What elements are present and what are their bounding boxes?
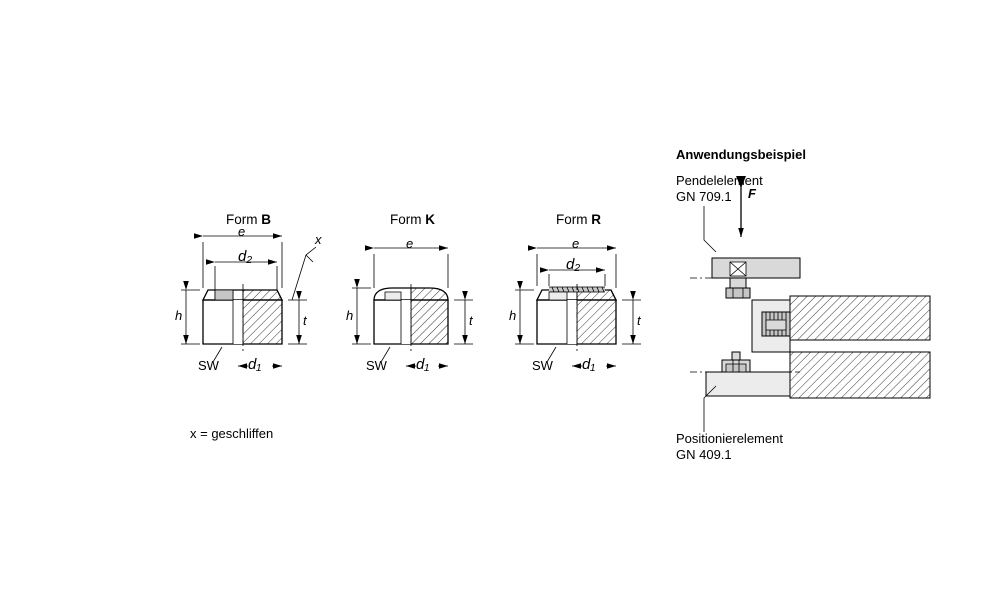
form-k-dim-d1: d₁ — [416, 356, 430, 373]
form-r-title-prefix: Form — [556, 212, 592, 227]
form-k-dim-e: e — [406, 236, 414, 251]
force-label: F — [748, 186, 756, 201]
form-k-geometry — [352, 248, 473, 366]
form-b-dim-d1: d₁ — [248, 356, 262, 373]
form-r-dim-d1: d₁ — [582, 356, 596, 373]
form-b-dim-h: h — [175, 308, 183, 323]
form-b-dim-t: t — [303, 313, 307, 328]
form-b-title — [226, 212, 271, 227]
form-b-surface-symbol-x: x — [315, 232, 322, 247]
surface-note: x = geschliffen — [190, 426, 274, 441]
form-r-dim-h: h — [509, 308, 517, 323]
form-b-title-letter: B — [261, 212, 271, 227]
positionierelement-number: GN 409.1 — [676, 447, 732, 462]
form-r-dim-t: t — [637, 313, 641, 328]
form-k-dim-sw: SW — [366, 358, 387, 373]
form-k-title-letter: K — [425, 212, 435, 227]
form-b-title-prefix: Form — [226, 212, 262, 227]
form-r-title-letter: R — [591, 212, 601, 227]
form-r-title — [556, 212, 601, 227]
positionierelement-name: Positionierelement — [676, 431, 783, 446]
form-b-dim-d2: d₂ — [238, 248, 253, 265]
form-b-dim-e: e — [238, 224, 246, 239]
form-k-title-prefix: Form — [390, 212, 426, 227]
pendelelement-name: Pendelelement — [676, 173, 763, 188]
form-r-dim-sw: SW — [532, 358, 553, 373]
form-b-dim-sw: SW — [198, 358, 219, 373]
application-example-geometry — [690, 176, 930, 432]
pendelelement-number: GN 709.1 — [676, 189, 732, 204]
form-k-dim-h: h — [346, 308, 354, 323]
application-example-title: Anwendungsbeispiel — [676, 147, 807, 162]
form-r-dim-d2: d₂ — [566, 256, 581, 273]
form-k-dim-t: t — [469, 313, 473, 328]
form-k-title — [390, 212, 435, 227]
form-r-dim-e: e — [572, 236, 580, 251]
